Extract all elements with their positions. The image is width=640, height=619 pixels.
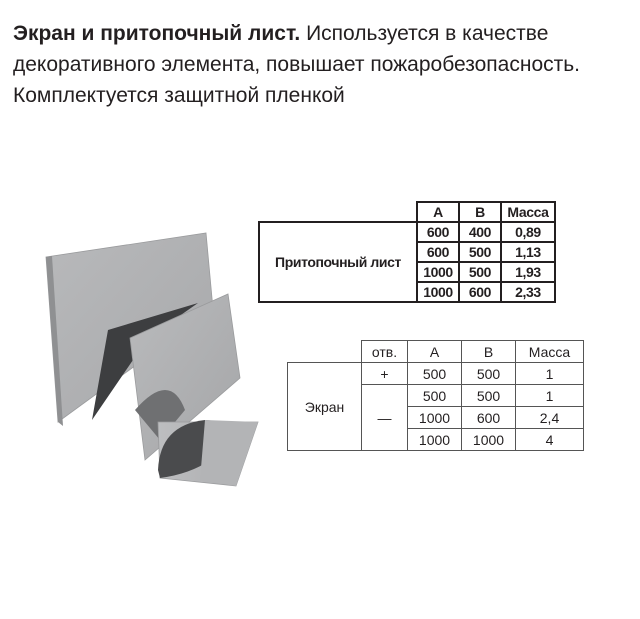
- column-header-holes: отв.: [362, 341, 408, 363]
- table-cell: 500: [408, 363, 462, 385]
- screen-table: [287, 340, 584, 451]
- row-label-sheet: Притопочный лист: [259, 222, 417, 302]
- column-header-b: B: [462, 341, 516, 363]
- table-cell: 1000: [417, 282, 459, 302]
- table-cell: 2,33: [501, 282, 555, 302]
- sheet-table: [258, 201, 556, 303]
- table-cell: 500: [408, 385, 462, 407]
- table-cell: 1000: [462, 429, 516, 451]
- column-header-mass: Масса: [501, 202, 555, 222]
- table-cell: 1000: [417, 262, 459, 282]
- table-corner: [288, 341, 362, 363]
- table-cell: 500: [462, 385, 516, 407]
- table-cell: 1,93: [501, 262, 555, 282]
- table-cell: 1,13: [501, 242, 555, 262]
- table-cell: 500: [459, 262, 501, 282]
- table-cell: 600: [417, 222, 459, 242]
- product-title: Экран и притопочный лист.: [13, 22, 301, 45]
- column-header-a: A: [408, 341, 462, 363]
- table-cell: 500: [459, 242, 501, 262]
- table-cell: 0,89: [501, 222, 555, 242]
- table-corner: [259, 202, 417, 222]
- hole-minus: —: [362, 385, 408, 451]
- table-cell: 400: [459, 222, 501, 242]
- table-cell: 1: [516, 385, 584, 407]
- table-cell: 600: [417, 242, 459, 262]
- table-cell: 500: [462, 363, 516, 385]
- column-header-b: B: [459, 202, 501, 222]
- table-cell: 1: [516, 363, 584, 385]
- table-cell: 600: [459, 282, 501, 302]
- table-row: [259, 222, 555, 242]
- column-header-a: A: [417, 202, 459, 222]
- sheet-light-face: [200, 420, 258, 486]
- table-cell: 2,4: [516, 407, 584, 429]
- product-text: Используется в качестве декоративного элемента, повышает пожаробезопасность. Комплектуется защитной пленкой: [13, 22, 581, 107]
- table-cell: 1000: [408, 429, 462, 451]
- table-cell: 600: [462, 407, 516, 429]
- table-cell: 4: [516, 429, 584, 451]
- hole-plus: +: [362, 363, 408, 385]
- table-cell: 1000: [408, 407, 462, 429]
- table-row: [288, 363, 584, 385]
- row-label-screen: Экран: [288, 363, 362, 451]
- column-header-mass: Масса: [516, 341, 584, 363]
